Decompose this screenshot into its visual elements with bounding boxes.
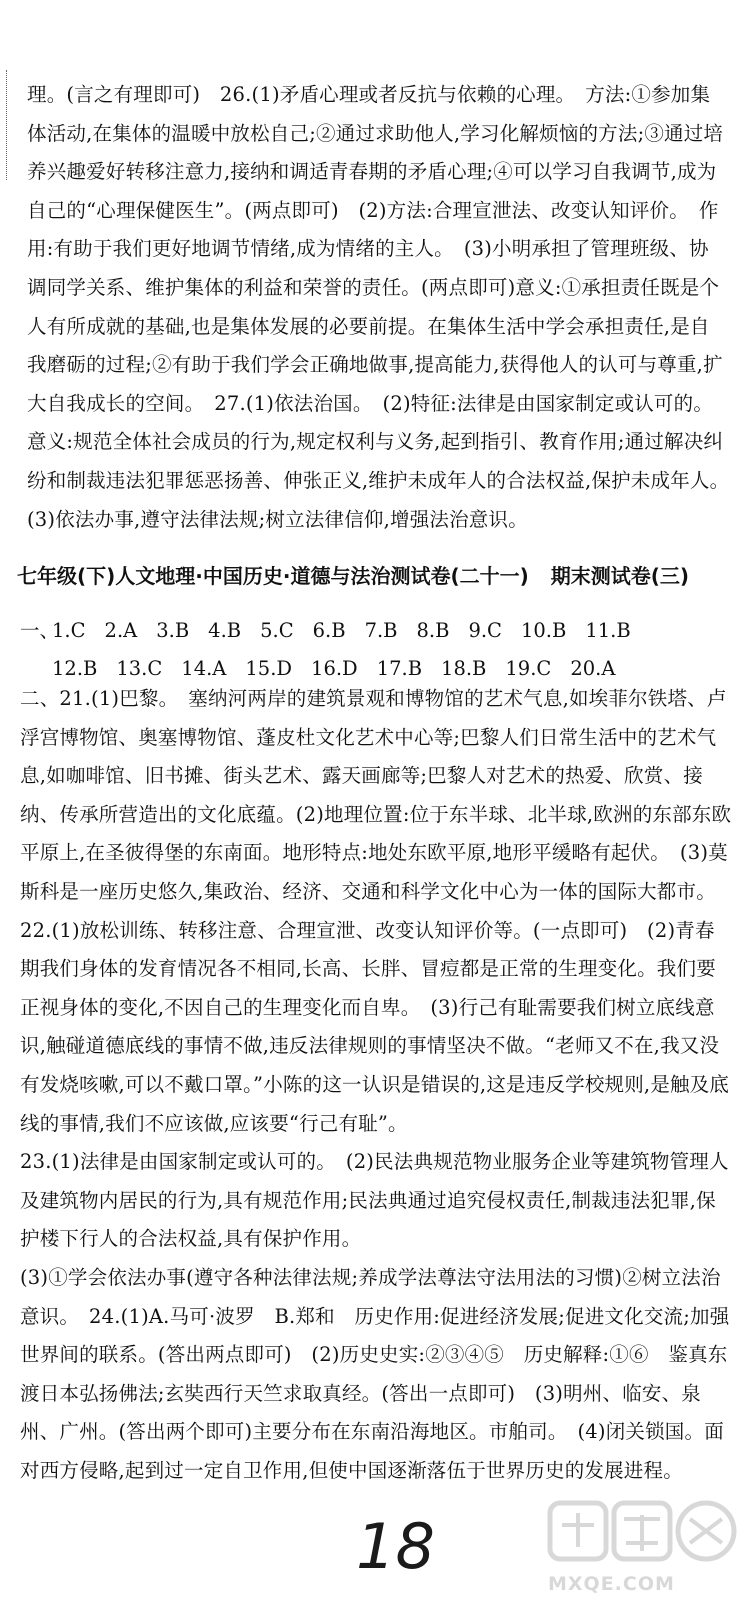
answer-block-23-3-24: (3)①学会依法办事(遵守各种法律法规;养成学法尊法守法用法的习惯)②树立法治意识。 24.(1)A.马可·波罗 B.郑和 历史作用:促进经济发展;促进文化交流;加强世界间的联系。(答出两点即可) (2)历史史实:②③④⑤ 历史解释:①⑥ 鉴真东渡日本弘扬佛法;玄奘西行天竺求取真经。(答出一点即可) (3)明州、临安、泉州、广州。(答出两个即可)主要分布在东南沿海地区。市舶司。 (4)闭关锁国。面对西方侵略,起到过一定自卫作用,但使中国逐渐落伍于世界历史的发展进程。 [20,1265,730,1482]
mc-answer: 1.C [52,619,86,642]
mc-answer: 17.B [376,657,423,680]
mc-answer: 7.B [364,619,398,642]
mc-row-1 [20,612,740,650]
binding-margin [6,70,13,180]
mc-answer: 18.B [441,657,487,680]
mc-answer: 15.D [245,657,293,680]
mc-answer: 8.B [416,619,450,642]
answer-block-23: 23.(1)法律是由国家制定或认可的。 (2)民法典规范物业服务企业等建筑物管理人及建筑物内居民的行为,具有规范作用;民法典通过追究侵权责任,制裁违法犯罪,保护楼下行人的合法权益,具有保护作用。 [20,1150,729,1251]
mc-answer: 12.B [52,657,98,680]
mc-prefix: 一、 [20,619,60,642]
test-paper-heading [17,561,737,591]
answer-section-21-22 [20,680,734,1490]
answer-section-26-27: 理。(言之有理即可) 26.(1)矛盾心理或者反抗与依赖的心理。 方法:①参加集体活动,在集体的温暖中放松自己;②通过求助他人,学习化解烦恼的方法;③通过培养兴趣爱好转移注意力,接纳和调适青春期的矛盾心理;④可以学习自我调节,成为自己的“心理保健医生”。(两点即可) (2)方法:合理宣泄法、改变认知评价。 作用:有助于我们更好地调节情绪,成为情绪的主人。 (3)小明承担了管理班级、协调同学关系、维护集体的利益和荣誉的责任。(两点即可)意义:①承担责任既是个人有所成就的基础,也是集体发展的必要前提。在集体生活中学会承担责任,是自我磨砺的过程;②有助于我们学会正确地做事,提高能力,获得他人的认可与尊重,扩大自我成长的空间。 27.(1)依法治国。 (2)特征:法律是由国家制定或认可的。 意义:规范全体社会成员的行为,规定权利与义务,起到指引、教育作用;通过解决纠纷和制裁违法犯罪惩恶扬善、伸张正义,维护未成年人的合法权益,保护未成年人。 (3)依法办事,遵守法律法规;树立法律信仰,增强法治意识。 [27,83,740,531]
answer-block-21-22: 二、21.(1)巴黎。 塞纳河两岸的建筑景观和博物馆的艺术气息,如埃菲尔铁塔、卢浮宫博物馆、奥塞博物馆、蓬皮杜文化艺术中心等;巴黎人们日常生活中的艺术气息,如咖啡馆、旧书摊、街头艺术、露天画廊等;巴黎人对艺术的热爱、欣赏、接纳、传承所营造出的文化底蕴。(2)地理位置:位于东半球、北半球,欧洲的东部东欧平原上,在圣彼得堡的东南面。地形特点:地处东欧平原,地形平缓略有起伏。 (3)莫斯科是一座历史悠久,集政治、经济、交通和科学文化中心为一体的国际大都市。 22.(1)放松训练、转移注意、合理宣泄、改变认知评价等。(一点即可) (2)青春期我们身体的发育情况各不相同,长高、长胖、冒痘都是正常的生理变化。我们要正视身体的变化,不因自己的生理变化而自卑。 (3)行己有耻需要我们树立底线意识,触碰道德底线的事情不做,违反法律规则的事情坚决不做。“老师又不在,我又没有发烧咳嗽,可以不戴口罩。”小陈的这一认识是错误的,这是违反学校规则,是触及底线的事情,我们不应该做,应该要“行己有耻”。 [20,687,732,1135]
multiple-choice-answers [20,612,740,688]
heading-title: 七年级(下)人文地理·中国历史·道德与法治测试卷(二十一) [17,564,529,588]
site-watermark [530,1495,750,1595]
mc-answer: 20.A [570,657,616,680]
mc-answer: 10.B [520,619,567,642]
mc-answer: 4.B [208,619,242,642]
mc-answer: 3.B [156,619,190,642]
watermark-logo-icon [530,1495,750,1575]
mc-answer: 11.B [585,619,631,642]
heading-subtitle: 期末测试卷(三) [550,564,690,588]
mc-answer: 16.D [311,657,358,680]
mc-answer: 2.A [104,619,138,642]
mc-answer: 13.C [116,657,163,680]
mc-answer: 14.A [181,657,227,680]
watermark-text: MXQE.COM [548,1573,675,1595]
mc-answer: 5.C [260,619,294,642]
mc-answer: 9.C [468,619,502,642]
mc-answer: 6.B [312,619,346,642]
mc-answer: 19.C [505,657,552,680]
page-number: 18 [356,1510,435,1583]
